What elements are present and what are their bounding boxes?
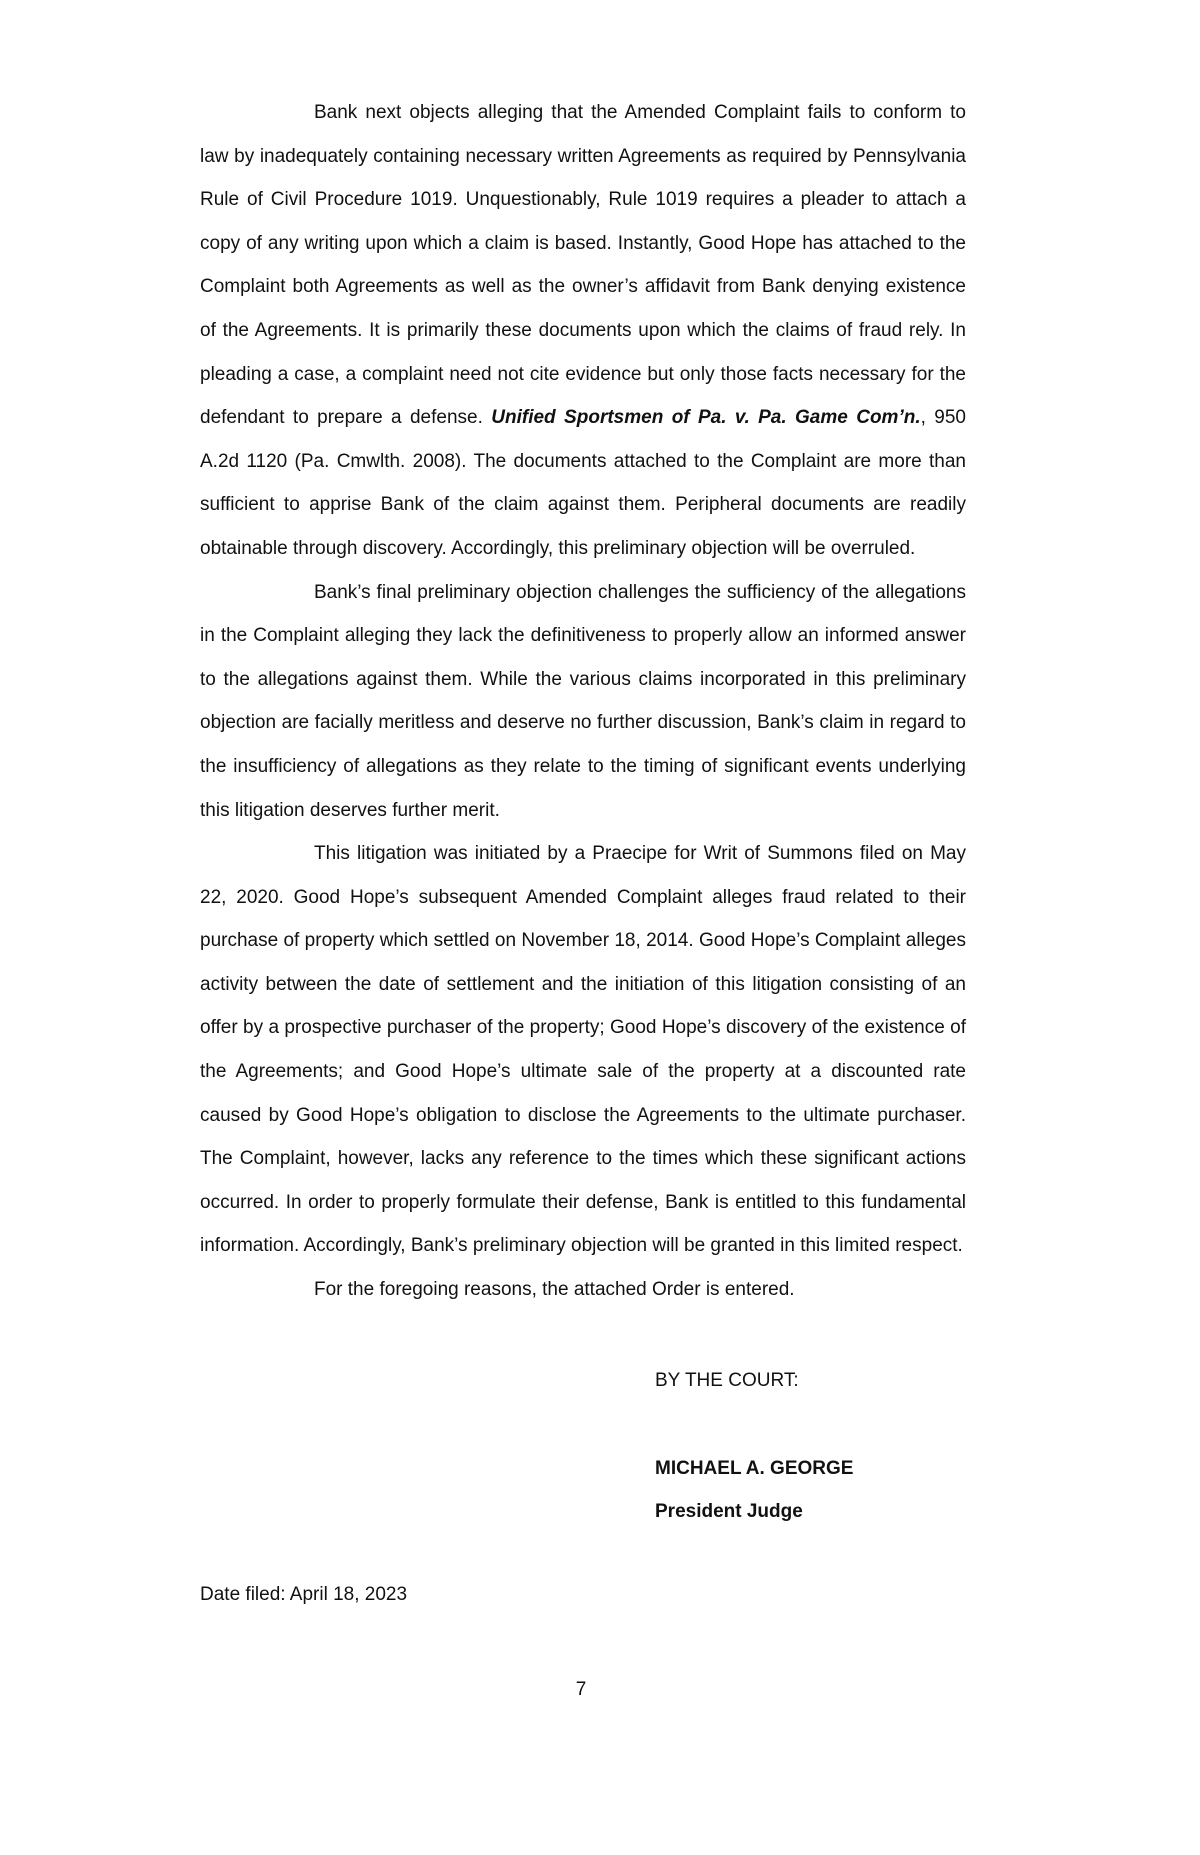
judge-title: President Judge [655, 1501, 803, 1523]
paragraph-text: Bank next objects alleging that the Amended Complaint fails to conform to law by inadequately containing necessary written Agreements as required by Pennsylvania Rule of Civil Procedure 1019. Unquestionably, Rule 1019 requires a pleader to attach a copy of any writing upon which a claim is based. Instantly, Good Hope has attached to the Complaint both Agreements as well as the owner’s affidavit from Bank denying existence of the Agreements. It is primarily these documents upon which the claims of fraud rely. In pleading a case, a complaint need not cite evidence but only those facts necessary for the defendant to prepare a defense. [200, 102, 966, 429]
judge-name: MICHAEL A. GEORGE [655, 1457, 854, 1479]
paragraph-litigation-timeline: This litigation was initiated by a Praecipe for Writ of Summons filed on May 22, 2020. Good Hope’s subsequent Amended Complaint alleges fraud related to their purchase of property which settled on November 18, 2014. Good Hope’s Complaint alleges activity between the date of settlement and the initiation of this litigation consisting of an offer by a prospective purchaser of the property; Good Hope’s discovery of the existence of the Agreements; and Good Hope’s ultimate sale of the property at a discounted rate caused by Good Hope’s obligation to disclose the Agreements to the ultimate purchaser. The Complaint, however, lacks any reference to the times which these significant actions occurred. In order to properly formulate their defense, Bank is entitled to this fundamental information. Accordingly, Bank’s preliminary objection will be granted in this limited respect. [200, 843, 966, 1257]
date-filed: Date filed: April 18, 2023 [200, 1584, 408, 1605]
paragraph-final-objection: Bank’s final preliminary objection challenges the sufficiency of the allegations in the Complaint alleging they lack the definitiveness to properly allow an informed answer to the allegations against them. While the various claims incorporated in this preliminary objection are facially meritless and deserve no further discussion, Bank’s claim in regard to the insufficiency of allegations as they relate to the timing of significant events underlying this litigation deserves further merit. [200, 581, 966, 821]
page-number: 7 [575, 1679, 587, 1700]
signature-closing: BY THE COURT: [655, 1370, 799, 1391]
signature-block [655, 1359, 853, 1534]
paragraph-conclusion: For the foregoing reasons, the attached Order is entered. [314, 1279, 795, 1301]
paragraph-text-continued: , 950 A.2d 1120 (Pa. Cmwlth. 2008). The documents attached to the Complaint are more than sufficient to apprise Bank of the claim against them. Peripheral documents are readily obtainable through discovery. Accordingly, this preliminary objection will be overruled. [200, 407, 966, 559]
case-citation-name: Unified Sportsmen of Pa. v. Pa. Game Com’n. [491, 407, 921, 429]
signature-space [655, 1403, 853, 1447]
paragraph-rule-1019-objection [200, 91, 966, 571]
opinion-body [200, 91, 966, 1312]
